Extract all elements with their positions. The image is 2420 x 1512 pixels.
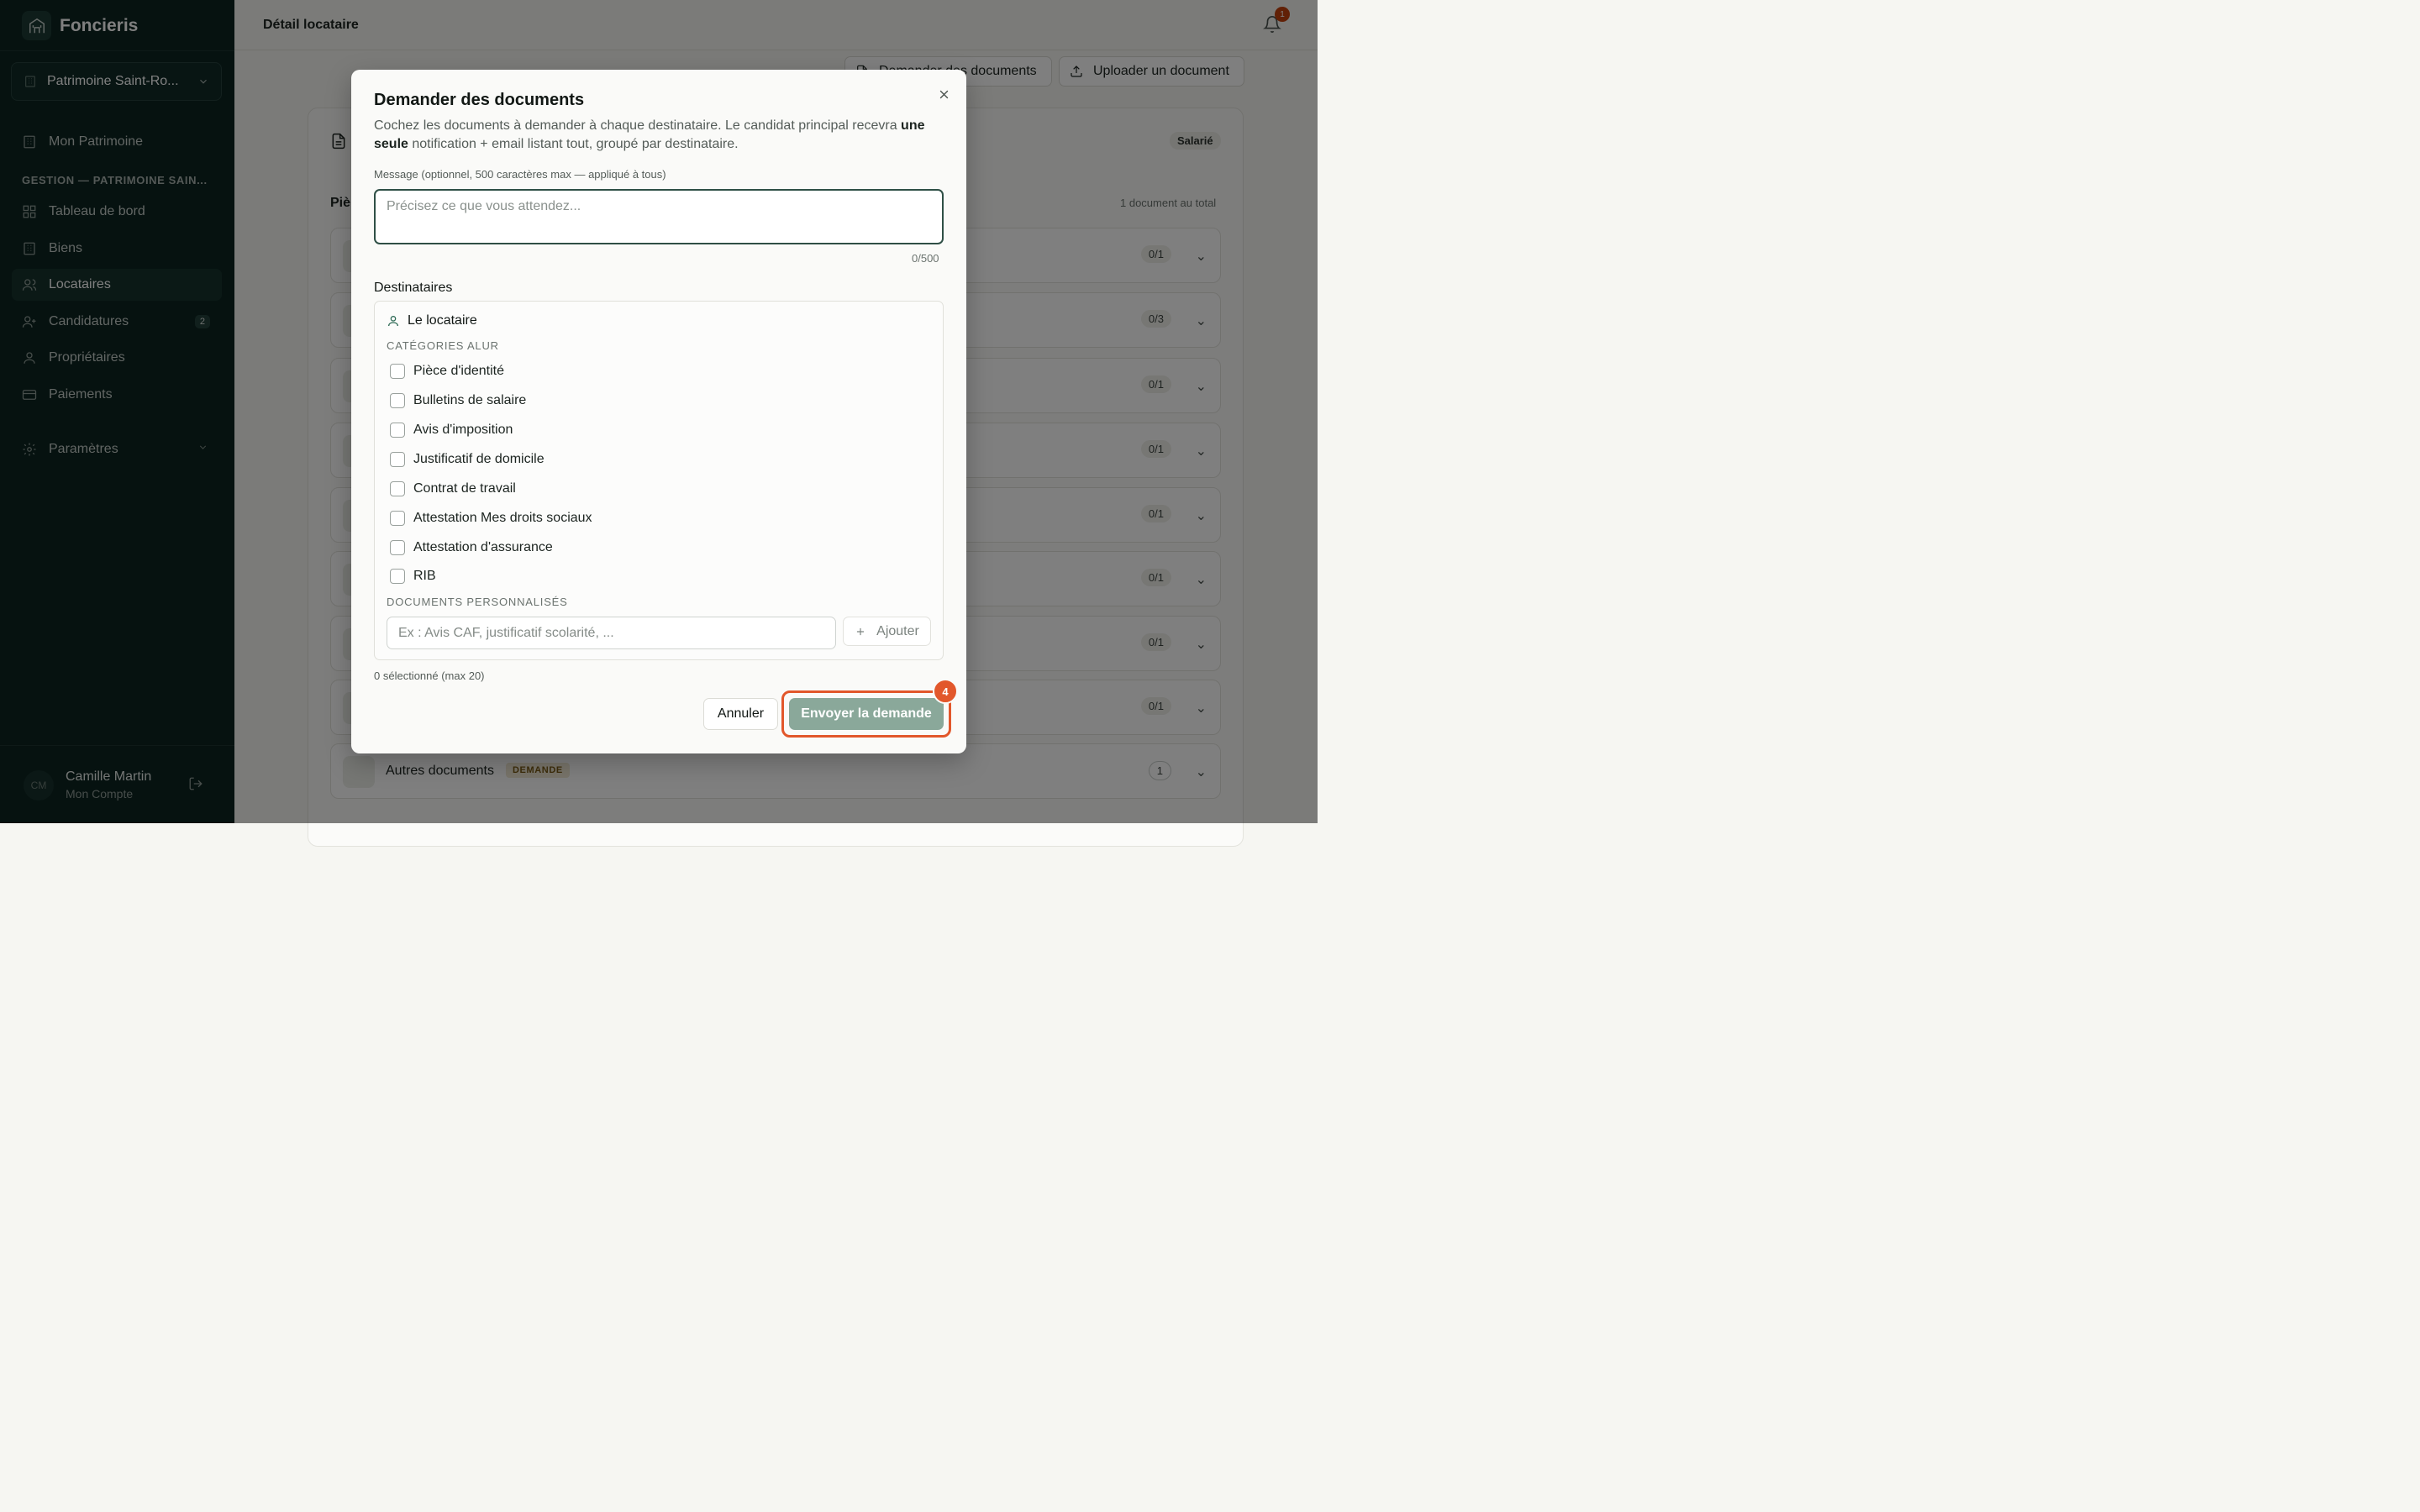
plus-icon: [855, 626, 866, 638]
user-icon: [387, 314, 400, 328]
checkbox[interactable]: [390, 569, 405, 584]
checkbox[interactable]: [390, 423, 405, 438]
close-icon[interactable]: [934, 85, 953, 103]
checkbox[interactable]: [390, 364, 405, 379]
dialog-title: Demander des documents: [374, 91, 585, 109]
category-checkbox-row[interactable]: [390, 452, 544, 467]
checkbox[interactable]: [390, 452, 405, 467]
categories-label: CATÉGORIES ALUR: [387, 339, 499, 352]
checkbox-label: Pièce d'identité: [413, 364, 505, 378]
custom-document-input[interactable]: [387, 617, 836, 649]
category-checkbox-row[interactable]: [390, 569, 436, 584]
add-label: Ajouter: [876, 623, 919, 638]
recipient-header: [387, 313, 477, 328]
recipient-panel: [374, 301, 944, 660]
category-checkbox-row[interactable]: [390, 364, 504, 379]
message-label: Message (optionnel, 500 caractères max — appliqué à tous): [374, 168, 666, 181]
checkbox-label: Contrat de travail: [413, 481, 516, 496]
custom-documents-label: DOCUMENTS PERSONNALISÉS: [387, 596, 568, 608]
checkbox-label: RIB: [413, 569, 436, 583]
request-documents-dialog: [351, 70, 966, 753]
message-textarea[interactable]: [374, 189, 944, 244]
category-checkbox-row[interactable]: [390, 540, 553, 555]
checkbox[interactable]: [390, 540, 405, 555]
send-request-button[interactable]: Envoyer la demande: [789, 698, 944, 730]
character-counter: 0/500: [912, 252, 939, 265]
checkbox[interactable]: [390, 511, 405, 526]
category-checkbox-row[interactable]: [390, 481, 516, 496]
description-emphasis: une seule: [374, 118, 925, 151]
step-badge: 4: [933, 679, 958, 704]
checkbox-label: Avis d'imposition: [413, 423, 513, 437]
category-checkbox-row[interactable]: [390, 393, 526, 408]
checkbox[interactable]: [390, 481, 405, 496]
checkbox[interactable]: [390, 393, 405, 408]
recipient-name: Le locataire: [408, 313, 477, 328]
add-custom-document-button[interactable]: [843, 617, 931, 646]
description-text: Cochez les documents à demander à chaque destinataire. Le candidat principal recevra: [374, 118, 902, 133]
category-checkbox-row[interactable]: [390, 423, 513, 438]
checkbox-label: Bulletins de salaire: [413, 393, 527, 407]
cancel-button[interactable]: Annuler: [703, 698, 778, 730]
category-checkbox-row[interactable]: [390, 511, 592, 526]
checkbox-label: Justificatif de domicile: [413, 452, 544, 466]
checkbox-label: Attestation Mes droits sociaux: [413, 511, 592, 525]
description-text: notification + email listant tout, groupé par destinataire.: [408, 137, 739, 151]
selected-count: 0 sélectionné (max 20): [374, 669, 485, 682]
checkbox-label: Attestation d'assurance: [413, 540, 553, 554]
dialog-description: [374, 117, 944, 154]
recipients-label: Destinataires: [374, 281, 453, 295]
